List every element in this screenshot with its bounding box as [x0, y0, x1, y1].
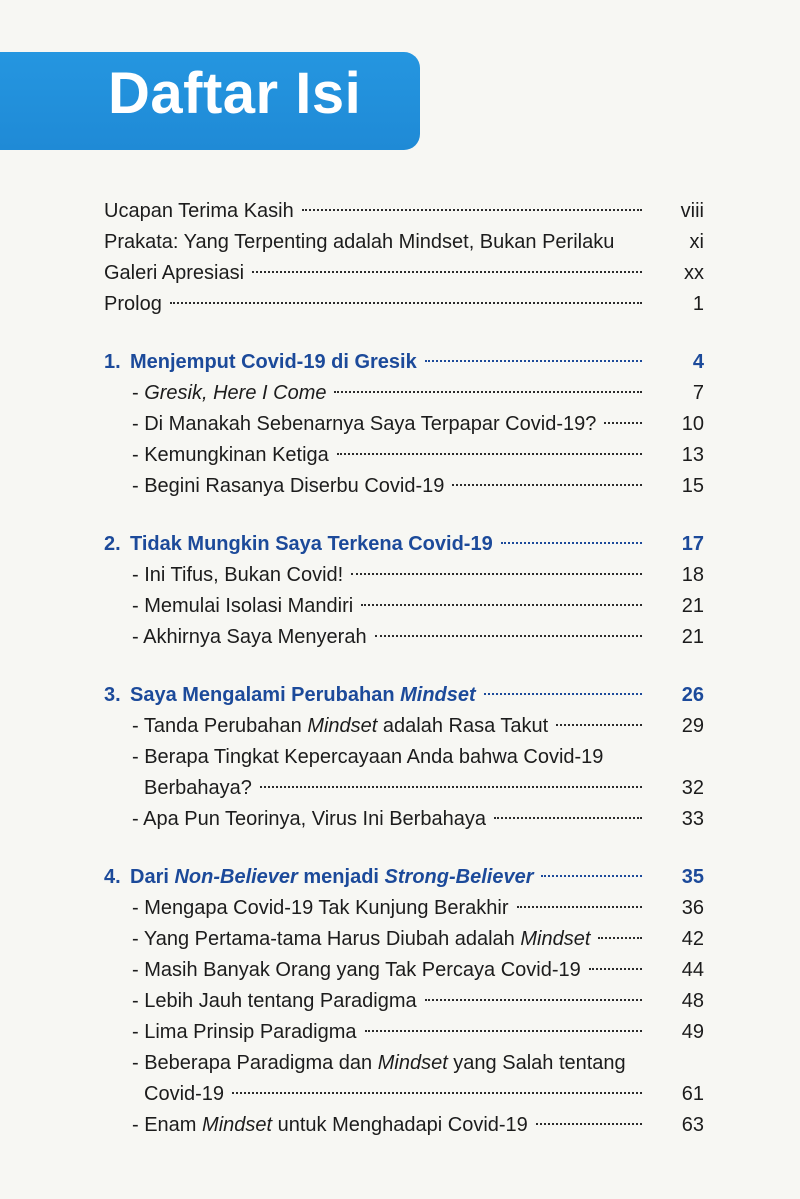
- toc-subsection[interactable]: [104, 924, 704, 955]
- toc-entry-label: - Di Manakah Sebenarnya Saya Terpapar Covid-19?: [132, 413, 597, 435]
- toc-subsection[interactable]: [104, 1110, 704, 1141]
- toc-front-matter-item[interactable]: [104, 258, 704, 289]
- toc-entry-label: 3. Saya Mengalami Perubahan Mindset: [104, 680, 476, 711]
- page-number: 15: [681, 475, 704, 497]
- toc-subsection[interactable]: [104, 378, 704, 409]
- section-gap: [104, 502, 704, 529]
- toc-entry-label: Covid-19: [144, 1083, 225, 1105]
- toc-entry-label: - Apa Pun Teorinya, Virus Ini Berbahaya: [132, 808, 486, 830]
- page-number: 10: [681, 413, 704, 435]
- toc-chapter[interactable]: [104, 862, 704, 893]
- table-of-contents: [104, 196, 704, 1141]
- toc-subsection[interactable]: [104, 893, 704, 924]
- page-number: xi: [689, 231, 704, 253]
- dot-leader: [232, 1092, 642, 1094]
- page-number: 32: [681, 777, 704, 799]
- chapter-number: 3.: [104, 684, 121, 706]
- dot-leader: [252, 271, 642, 273]
- toc-entry-label: - Mengapa Covid-19 Tak Kunjung Berakhir: [132, 897, 509, 919]
- dot-leader: [375, 635, 642, 637]
- dot-leader: [536, 1123, 642, 1125]
- page-number: 42: [681, 928, 704, 950]
- dot-leader: [365, 1030, 642, 1032]
- dot-leader: [501, 542, 642, 544]
- page-number: 48: [681, 990, 704, 1012]
- page-number: 21: [681, 595, 704, 617]
- page-number: 26: [681, 684, 704, 706]
- dot-leader: [334, 391, 642, 393]
- toc-front-matter-item[interactable]: [104, 196, 704, 227]
- page-number: 44: [681, 959, 704, 981]
- page-number: 21: [681, 626, 704, 648]
- toc-entry-label: - Begini Rasanya Diserbu Covid-19: [132, 475, 445, 497]
- toc-entry-label: - Akhirnya Saya Menyerah: [132, 626, 367, 648]
- toc-subsection[interactable]: [104, 804, 704, 835]
- page-number: 63: [681, 1114, 704, 1136]
- page-number: viii: [680, 200, 704, 222]
- toc-chapter[interactable]: [104, 347, 704, 378]
- dot-leader: [452, 484, 642, 486]
- dot-leader: [170, 302, 642, 304]
- toc-subsection[interactable]: [104, 409, 704, 440]
- section-gap: [104, 835, 704, 862]
- toc-entry-label: - Lima Prinsip Paradigma: [132, 1021, 357, 1043]
- dot-leader: [351, 573, 642, 575]
- page-number: 33: [681, 808, 704, 830]
- toc-entry-label: - Memulai Isolasi Mandiri: [132, 595, 354, 617]
- toc-subsection[interactable]: [104, 471, 704, 502]
- dot-leader: [425, 360, 642, 362]
- toc-entry-label: - Gresik, Here I Come: [132, 382, 327, 404]
- toc-entry-label: Galeri Apresiasi: [104, 262, 245, 284]
- toc-entry-label: 1. Menjemput Covid-19 di Gresik: [104, 347, 417, 378]
- section-gap: [104, 653, 704, 680]
- toc-subsection[interactable]: [104, 955, 704, 986]
- chapter-number: 2.: [104, 533, 121, 555]
- toc-subsection[interactable]: [104, 986, 704, 1017]
- page-number: 13: [681, 444, 704, 466]
- dot-leader: [598, 937, 642, 939]
- toc-entry-label: Berbahaya?: [144, 777, 252, 799]
- toc-entry-label: - Tanda Perubahan Mindset adalah Rasa Takut: [132, 715, 549, 737]
- page-number: 1: [692, 293, 704, 315]
- toc-entry-label: - Enam Mindset untuk Menghadapi Covid-19: [132, 1114, 528, 1136]
- toc-entry-label: - Lebih Jauh tentang Paradigma: [132, 990, 417, 1012]
- toc-subsection-wrap-line[interactable]: - Berapa Tingkat Kepercayaan Anda bahwa Covid-19: [132, 746, 604, 768]
- toc-entry-label: Ucapan Terima Kasih: [104, 200, 294, 222]
- page-number: 61: [681, 1083, 704, 1105]
- page-number: xx: [684, 262, 704, 284]
- page-number: 7: [692, 382, 704, 404]
- dot-leader: [589, 968, 642, 970]
- toc-subsection[interactable]: [104, 591, 704, 622]
- dot-leader: [302, 209, 642, 211]
- toc-subsection[interactable]: [104, 560, 704, 591]
- page-number: 29: [681, 715, 704, 737]
- toc-entry-label: - Masih Banyak Orang yang Tak Percaya Covid-19: [132, 959, 581, 981]
- toc-entry-label: - Kemungkinan Ketiga: [132, 444, 329, 466]
- page-number: 18: [681, 564, 704, 586]
- toc-front-matter-item[interactable]: [104, 289, 704, 320]
- page-number: 17: [681, 533, 704, 555]
- dot-leader: [337, 453, 642, 455]
- toc-subsection-wrap-line[interactable]: - Beberapa Paradigma dan Mindset yang Salah tentang: [132, 1052, 626, 1074]
- toc-subsection[interactable]: [104, 711, 704, 742]
- toc-subsection[interactable]: [104, 440, 704, 471]
- page-number: 35: [681, 866, 704, 888]
- section-gap: [104, 320, 704, 347]
- page-number: 4: [692, 351, 704, 373]
- toc-entry-label: - Ini Tifus, Bukan Covid!: [132, 564, 344, 586]
- toc-subsection[interactable]: [104, 1017, 704, 1048]
- page-number: 36: [681, 897, 704, 919]
- dot-leader: [541, 875, 642, 877]
- chapter-number: 4.: [104, 866, 121, 888]
- toc-entry-label: - Yang Pertama-tama Harus Diubah adalah Mindset: [132, 928, 591, 950]
- dot-leader: [260, 786, 642, 788]
- dot-leader: [556, 724, 642, 726]
- toc-entry-label: 4. Dari Non-Believer menjadi Strong-Believer: [104, 862, 533, 893]
- dot-leader: [484, 693, 642, 695]
- toc-chapter[interactable]: [104, 680, 704, 711]
- dot-leader: [604, 422, 642, 424]
- dot-leader: [361, 604, 642, 606]
- page-title: Daftar Isi: [108, 61, 362, 126]
- dot-leader: [425, 999, 642, 1001]
- toc-chapter[interactable]: [104, 529, 704, 560]
- chapter-number: 1.: [104, 351, 121, 373]
- toc-subsection[interactable]: [104, 1079, 704, 1110]
- dot-leader: [517, 906, 642, 908]
- dot-leader: [494, 817, 642, 819]
- toc-entry-label: 2. Tidak Mungkin Saya Terkena Covid-19: [104, 529, 493, 560]
- toc-subsection[interactable]: [104, 773, 704, 804]
- page-number: 49: [681, 1021, 704, 1043]
- toc-subsection[interactable]: [104, 622, 704, 653]
- toc-entry-label: Prolog: [104, 293, 162, 315]
- toc-front-matter-item[interactable]: [104, 227, 704, 258]
- toc-entry-label: Prakata: Yang Terpenting adalah Mindset, Bukan Perilaku: [104, 231, 615, 253]
